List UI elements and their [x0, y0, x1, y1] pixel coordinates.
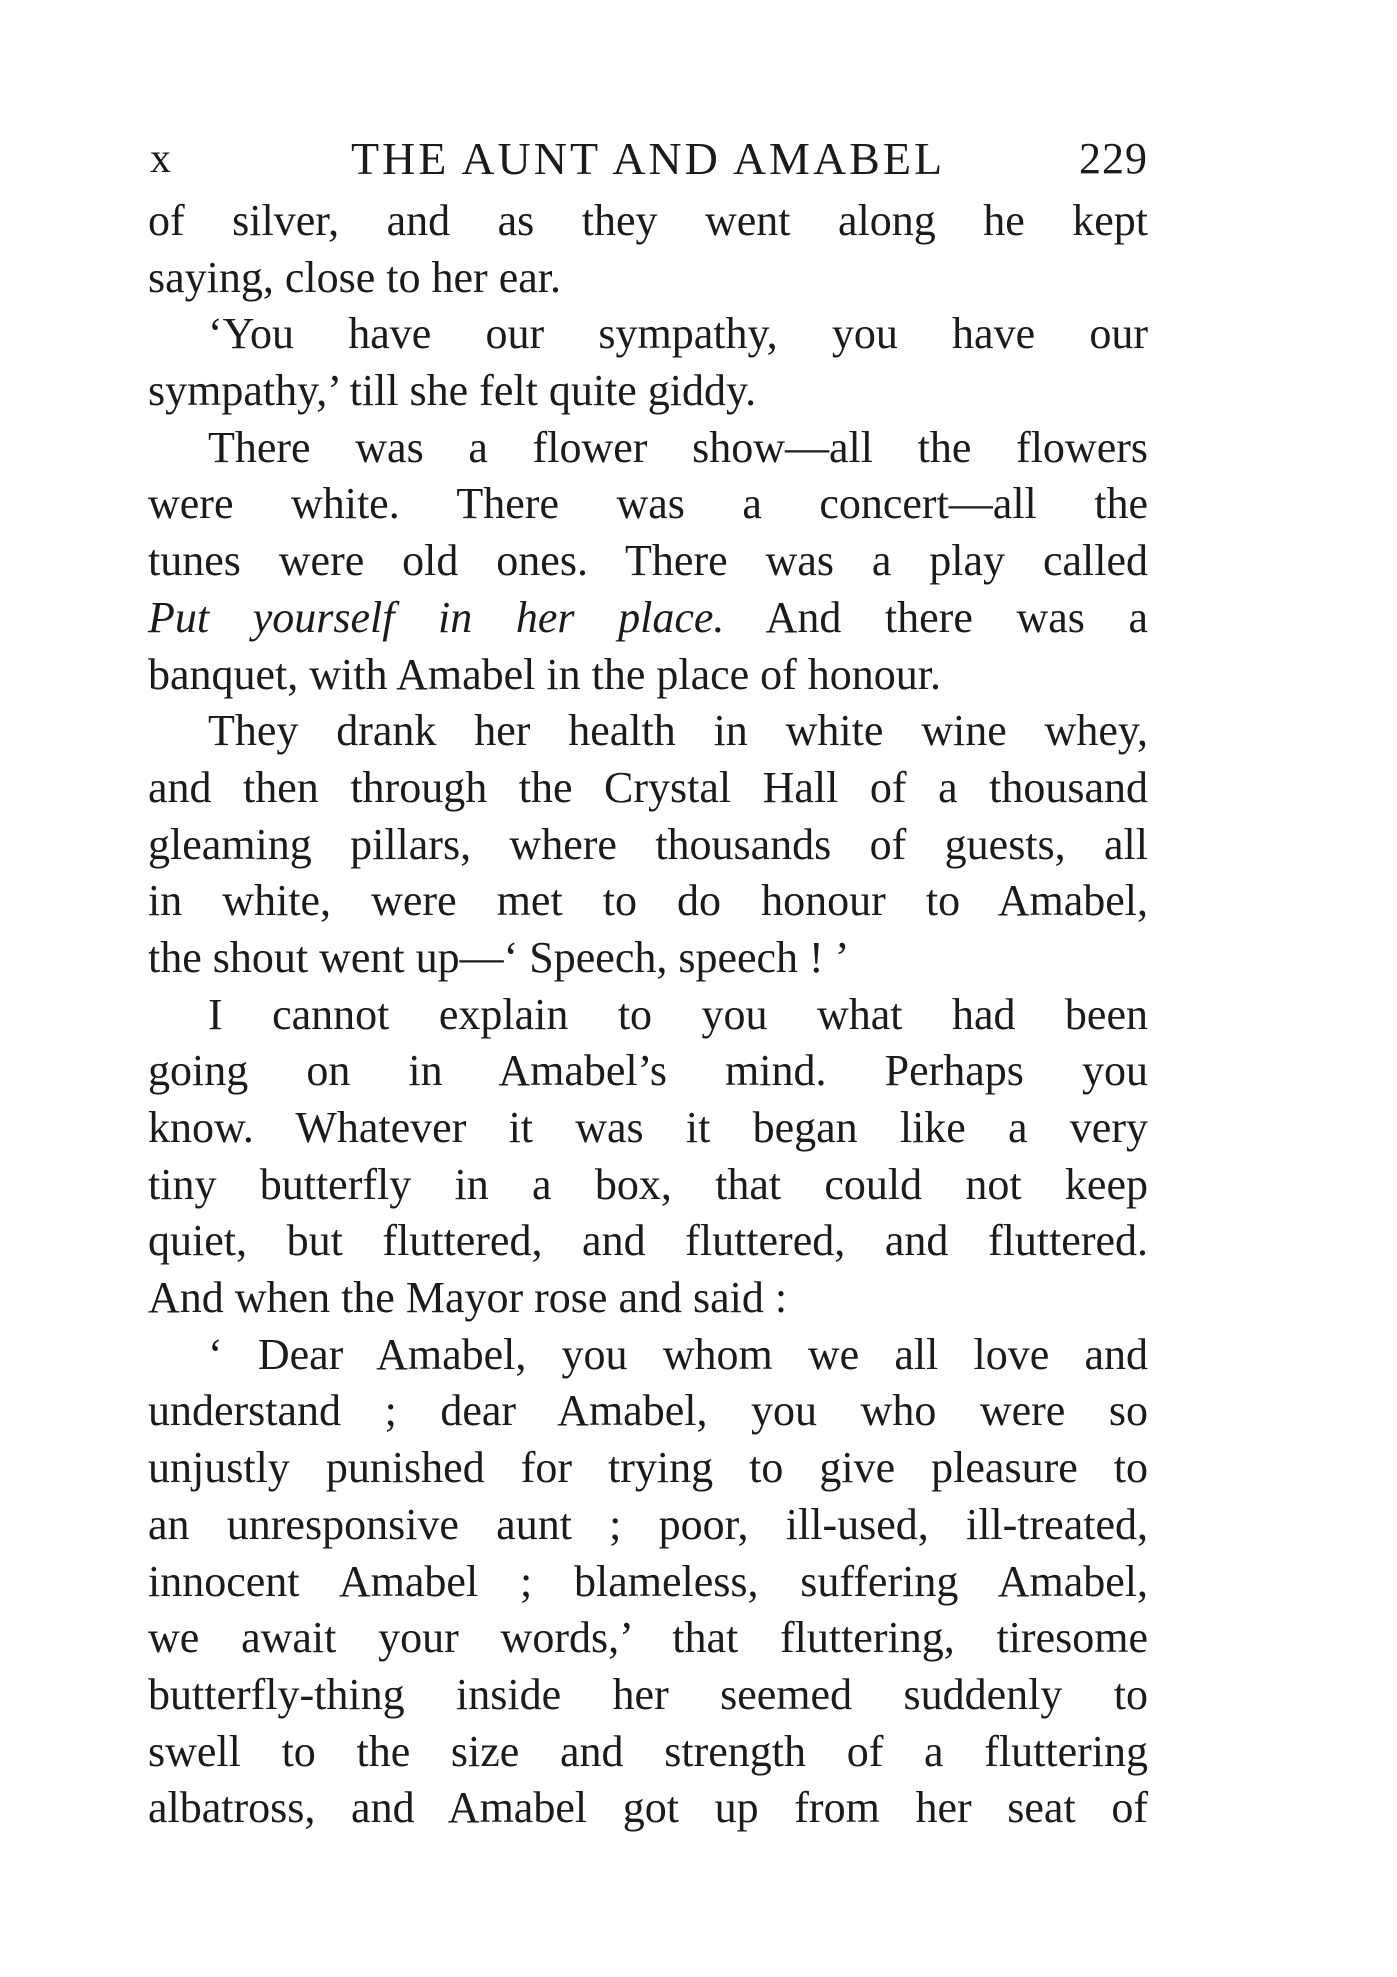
text-line	[148, 1043, 1148, 1100]
line-text: gleaming pillars, where thousands of guests, all	[148, 819, 1148, 869]
line-text: And when the Mayor rose and said :	[148, 1273, 788, 1323]
chapter-numeral: x	[150, 136, 172, 182]
text-line	[148, 1554, 1148, 1611]
text-line	[148, 363, 1148, 420]
text-line	[148, 306, 1148, 363]
text-line	[148, 647, 1148, 704]
line-text: ‘ Dear Amabel, you whom we all love and	[208, 1329, 1148, 1379]
book-page	[148, 128, 1148, 1837]
text-line	[148, 420, 1148, 477]
body-text	[148, 193, 1148, 1837]
line-text: There was a flower show—all the flowers	[208, 422, 1148, 472]
text-line	[148, 1724, 1148, 1781]
line-text: swell to the size and strength of a fluttering	[148, 1726, 1148, 1776]
line-text: the shout went up—‘ Speech, speech ! ’	[148, 932, 850, 982]
line-text: understand ; dear Amabel, you who were so	[148, 1386, 1148, 1436]
text-line	[148, 1213, 1148, 1270]
line-text: we await your words,’ that fluttering, tiresome	[148, 1613, 1148, 1663]
line-text: of silver, and as they went along he kept	[148, 196, 1148, 245]
text-line	[148, 987, 1148, 1044]
line-text: know. Whatever it was it began like a very	[148, 1103, 1148, 1152]
line-text: an unresponsive aunt ; poor, ill-used, ill-treated,	[148, 1499, 1148, 1549]
text-line	[148, 1667, 1148, 1724]
running-title: THE AUNT AND AMABEL	[350, 133, 946, 184]
text-line	[148, 1497, 1148, 1554]
line-text: in white, were met to do honour to Amabel,	[148, 876, 1148, 926]
text-line	[148, 193, 1148, 250]
line-text: tunes were old ones. There was a play called	[148, 536, 1148, 586]
line-text: saying, close to her ear.	[148, 252, 561, 302]
line-text: going on in Amabel’s mind. Perhaps you	[148, 1046, 1148, 1096]
text-line	[148, 1780, 1148, 1837]
line-text: unjustly punished for trying to give pleasure to	[148, 1443, 1148, 1493]
text-line	[148, 703, 1148, 760]
line-text: tiny butterfly in a box, that could not keep	[148, 1159, 1148, 1209]
line-text: ‘You have our sympathy, you have our	[208, 309, 1148, 359]
text-line	[148, 760, 1148, 817]
line-text: banquet, with Amabel in the place of honour.	[148, 649, 942, 699]
line-text: albatross, and Amabel got up from her seat of	[148, 1783, 1148, 1833]
text-line	[148, 930, 1148, 987]
line-text: quiet, but fluttered, and fluttered, and fluttered.	[148, 1216, 1148, 1266]
text-line	[148, 476, 1148, 533]
text-line	[148, 1440, 1148, 1497]
running-head	[148, 128, 1148, 190]
text-line	[148, 1157, 1148, 1214]
line-text: sympathy,’ till she felt quite giddy.	[148, 366, 757, 416]
text-line	[148, 1327, 1148, 1384]
text-line	[148, 533, 1148, 590]
italic-title: Put yourself in her place.	[148, 592, 725, 642]
line-text: and then through the Crystal Hall of a thousand	[148, 762, 1148, 812]
line-text: butterfly-thing inside her seemed suddenly to	[148, 1669, 1148, 1719]
line-text: were white. There was a concert—all the	[148, 479, 1148, 529]
page-number: 229	[1079, 134, 1148, 183]
text-line	[148, 817, 1148, 874]
line-text: They drank her health in white wine whey,	[208, 706, 1148, 756]
line-text: I cannot explain to you what had been	[208, 989, 1148, 1039]
text-line	[148, 1100, 1148, 1157]
text-line	[148, 590, 1148, 647]
text-line	[148, 1610, 1148, 1667]
line-text: innocent Amabel ; blameless, suffering Amabel,	[148, 1556, 1148, 1606]
text-line	[148, 1383, 1148, 1440]
text-line	[148, 250, 1148, 307]
line-text: And there was a	[724, 592, 1148, 642]
text-line	[148, 873, 1148, 930]
text-line	[148, 1270, 1148, 1327]
